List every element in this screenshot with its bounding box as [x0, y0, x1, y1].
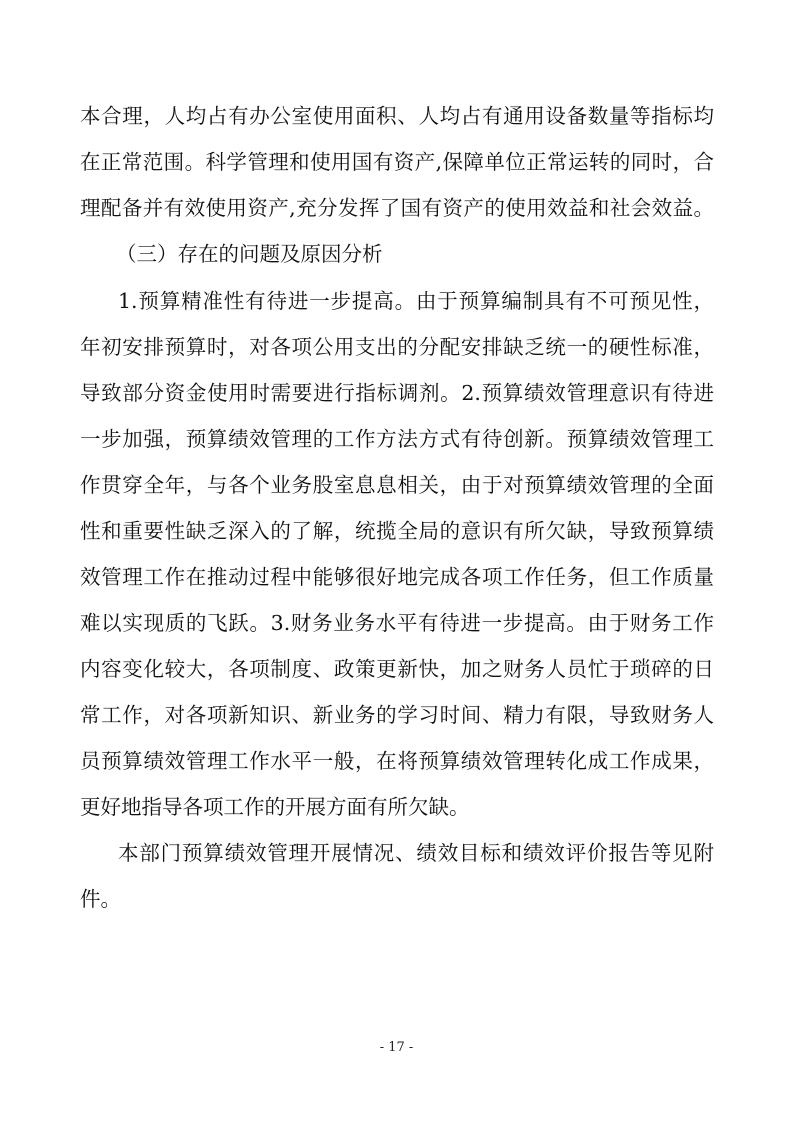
paragraph-line: 理配备并有效使用资产,充分发挥了国有资产的使用效益和社会效益。: [80, 196, 714, 220]
paragraph-line: 导致部分资金使用时需要进行指标调剂。2.预算绩效管理意识有待进: [80, 381, 714, 405]
paragraph-line: 内容变化较大，各项制度、政策更新快，加之财务人员忙于琐碎的日: [80, 657, 714, 681]
paragraph-line: 性和重要性缺乏深入的了解，统揽全局的意识有所欠缺，导致预算绩: [80, 519, 714, 543]
paragraph-line: 本合理，人均占有办公室使用面积、人均占有通用设备数量等指标均: [80, 104, 714, 128]
paragraph-line: 难以实现质的飞跃。3.财务业务水平有待进一步提高。由于财务工作: [80, 611, 714, 635]
paragraph-line: 一步加强，预算绩效管理的工作方法方式有待创新。预算绩效管理工: [80, 427, 714, 451]
paragraph-line: 效管理工作在推动过程中能够很好地完成各项工作任务，但工作质量: [80, 565, 714, 589]
paragraph-line: 在正常范围。科学管理和使用国有资产,保障单位正常运转的同时，合: [80, 150, 714, 174]
paragraph-line: 本部门预算绩效管理开展情况、绩效目标和绩效评价报告等见附: [118, 841, 714, 865]
page-number: - 17 -: [379, 1040, 414, 1055]
paragraph-line: 常工作，对各项新知识、新业务的学习时间、精力有限，导致财务人: [80, 703, 714, 727]
paragraph-line: 员预算绩效管理工作水平一般，在将预算绩效管理转化成工作成果，: [80, 749, 714, 773]
paragraph-line: 1.预算精准性有待进一步提高。由于预算编制具有不可预见性，: [118, 289, 714, 313]
section-heading: （三）存在的问题及原因分析: [116, 242, 383, 266]
paragraph-line: 更好地指导各项工作的开展方面有所欠缺。: [80, 795, 470, 819]
paragraph-line: 年初安排预算时，对各项公用支出的分配安排缺乏统一的硬性标准，: [80, 335, 714, 359]
paragraph-line: 件。: [80, 887, 121, 911]
paragraph-line: 作贯穿全年，与各个业务股室息息相关，由于对预算绩效管理的全面: [80, 473, 714, 497]
